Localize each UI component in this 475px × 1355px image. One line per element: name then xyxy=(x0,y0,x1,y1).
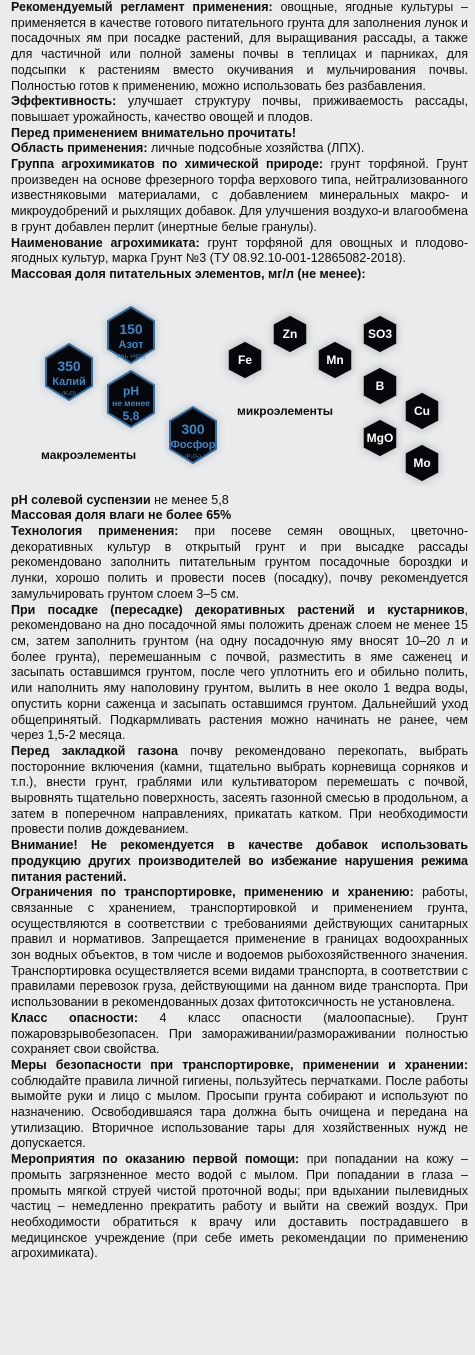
micro-fe-label: Fe xyxy=(237,352,253,367)
micro-mn-label: Mn xyxy=(326,352,344,367)
agrochemical-name xyxy=(11,236,468,267)
macro-ph-value: 5,8 xyxy=(122,408,140,423)
warning: Внимание! Не рекомендуется в качестве добавок использовать продукцию других производителей во избежание нарушения режима питания растений. xyxy=(11,838,468,884)
usage-regulation xyxy=(11,0,468,94)
hazard-class xyxy=(11,1011,468,1058)
application-technology-heading: Технология применения: xyxy=(11,524,179,539)
transplanting xyxy=(11,603,468,744)
efficiency xyxy=(11,94,468,125)
micro-cu-label: Cu xyxy=(414,403,430,418)
macro-label: макроэлементы xyxy=(41,447,137,462)
first-aid xyxy=(11,1152,468,1262)
safety-measures-text: соблюдайте правила личной гигиены, пользуйтесь перчатками. После работы вымойте руки и лицо с мылом. Просыпи грунта собирают и используют по назначению. Освободившаяся тара должна быть очищена и передана на утилизацию. Вторичное использование тары для хозяйственных нужд не допускается. xyxy=(11,1073,468,1151)
transplanting-text: , рекомендовано на дно посадочной ямы положить дренаж слоем не менее 15 см, затем заполнить грунтом (на одну посадочную яму вносят 10–20 л и более грунта), перемешанным с почвой, разместить в яме саженец и засыпать оставшимся грунтом, после чего уплотнить его и обильно полить, или наполнить яму наполовину грунтом, вылить в нее около 1 ведра воды, опустить корни саженца и засыпать оставшимся грунтом. Дальнейший уход общепринятый. Подкармливать растения можно начинать не ранее, чем через 1,5-2 месяца. xyxy=(11,602,468,743)
application-technology xyxy=(11,524,468,603)
usage-regulation-heading: Рекомендуемый регламент применения: xyxy=(11,0,273,14)
lawn-text: почву рекомендовано перекопать, выбрать посторонние включения (камни, тщательно выбрать корневища сорняков и т.п.), внести грунт, граблями или культиватором перемешать с почвой, выровнять тщательно поверхность, засеять газонной смесью в продольном, а затем в поперечном направлениях, прикатать катком. При необходимости провести полив дождеванием. xyxy=(11,743,468,837)
restrictions xyxy=(11,885,468,1011)
lawn-heading: Перед закладкой газона xyxy=(11,743,178,758)
agrochemical-group-heading: Группа агрохимикатов по химической природе: xyxy=(11,157,324,172)
safety-measures-heading: Меры безопасности при транспортировке, применении и хранении: xyxy=(11,1057,468,1072)
macro-p-name: Фосфор xyxy=(170,438,216,451)
macro-n-value: 150 xyxy=(119,320,143,337)
efficiency-text: улучшает структуру почвы, приживаемость рассады, повышает урожайность, качество овощей и плодов. xyxy=(11,94,468,124)
macro-k-value: 350 xyxy=(57,357,81,374)
micro-label: микроэлементы xyxy=(237,403,333,418)
moisture: Массовая доля влаги не более 65% xyxy=(11,508,232,523)
agrochemical-group-text: грунт торфяной. Грунт произведен на основе фрезерного торфа верхового типа, нейтрализованного известняковыми материалами, с добавлением минеральных макро- и микроудобрений и рыхлящих добавок. Для улучшения воздухо-и влагообмена в грунт добавлен перлит (инертные белые гранулы). xyxy=(11,157,468,234)
safety-measures xyxy=(11,1058,468,1152)
micro-mo-label: Mo xyxy=(413,455,431,470)
application-area-text: личные подсобные хозяйства (ЛПХ). xyxy=(147,141,365,156)
hazard-class-heading: Класс опасности: xyxy=(11,1010,138,1025)
micro-zn-label: Zn xyxy=(282,326,298,341)
restrictions-text: работы, связанные с хранением, транспортировкой и применением грунта, осуществляются в соответствии с требованиями действующих санитарных правил и нормативов. Запрещается применение в границах водоохранных зон водных объектов, в том числе и водоемов рыбохозяйственного значения. Транспортировка осуществляется всеми видами транспорта, в соответствии с правилами перевозок груза, действующими на данном виде транспорта. При использовании в рекомендованных дозах фитотоксичность не установлена. xyxy=(11,885,468,1010)
agrochemical-name-text: грунт торфяной для овощных и плодово-ягодных культур, марка Грунт №3 (ТУ 08.92.10-001-12865082-2018). xyxy=(11,235,469,266)
ph-salt xyxy=(11,493,468,509)
application-technology-text: при посеве семян овощных, цветочно-декоративных культур в открытый грунт и при высадке рассады рекомендовано заполнить питательным грунтом посадочные бороздки и лунки, хорошо полить и провести посев (посадку), почву рекомендуется замульчировать грунтом слоем 3–5 см. xyxy=(11,524,468,601)
macro-n-sub: (NH₄ +NO₃) xyxy=(116,353,146,360)
macro-n-name: Азот xyxy=(118,338,144,351)
macro-p-value: 300 xyxy=(181,420,205,437)
micro-mgo-label: MgO xyxy=(366,430,394,445)
application-area xyxy=(11,141,468,157)
first-aid-heading: Мероприятия по оказанию первой помощи: xyxy=(11,1152,300,1167)
read-before-use: Перед применением внимательно прочитать! xyxy=(11,125,297,140)
macro-ph-name: pH xyxy=(123,383,139,398)
hazard-class-text: 4 класс опасности (малоопасные). Грунт пожаровзрывобезопасен. При замораживании/размораживании полностью сохраняет свои свойства. xyxy=(11,1010,468,1057)
nutrient-diagram xyxy=(11,287,468,487)
micro-b-label: B xyxy=(375,378,385,393)
macro-k-name: Калий xyxy=(52,375,86,388)
macro-ph-sub: не менее xyxy=(112,397,150,408)
nutrient-share-heading: Массовая доля питательных элементов, мг/л (не менее): xyxy=(11,266,366,281)
agrochemical-group xyxy=(11,157,468,236)
lawn xyxy=(11,744,468,838)
usage-regulation-text: овощные, ягодные культуры – применяется в качестве готового питательного грунта для заполнения лунок и посадочных ям при посадке растений, для выращивания рассады, а также для частичной или полной замены почвы в теплицах и парниках, для подсыпки к растениям вместо окучивания и мульчирования почвы. Полностью готов к применению, можно использовать без разбавления. xyxy=(11,0,468,93)
ph-salt-text: не менее 5,8 xyxy=(150,492,229,507)
macro-k-sub: (K₂O) xyxy=(62,390,76,397)
ph-salt-heading: pH солевой суспензии xyxy=(11,492,151,507)
first-aid-text: при попадании на кожу – промыть загрязненное место водой с мылом. При попадании в глаза – промыть мягкой струей чистой проточной воды; при вдыхании пылевидных частиц – немедленно прекратить работу и выйти на свежий воздух. При необходимости обратиться к врачу или доставить пострадавшего в медицинское учреждение (при себе иметь рекомендации по применению агрохимиката). xyxy=(11,1152,468,1261)
micro-so3-label: SO3 xyxy=(367,326,393,341)
efficiency-heading: Эффективность: xyxy=(11,94,117,109)
macro-p-sub: (P₂O₅) xyxy=(185,453,201,460)
restrictions-heading: Ограничения по транспортировке, применению и хранению: xyxy=(11,885,414,900)
transplanting-heading: При посадке (пересадке) декоративных растений и кустарников xyxy=(11,602,465,617)
nutrient-hexagons xyxy=(11,287,468,487)
agrochemical-name-heading: Наименование агрохимиката: xyxy=(11,235,200,250)
application-area-heading: Область применения: xyxy=(11,141,148,156)
